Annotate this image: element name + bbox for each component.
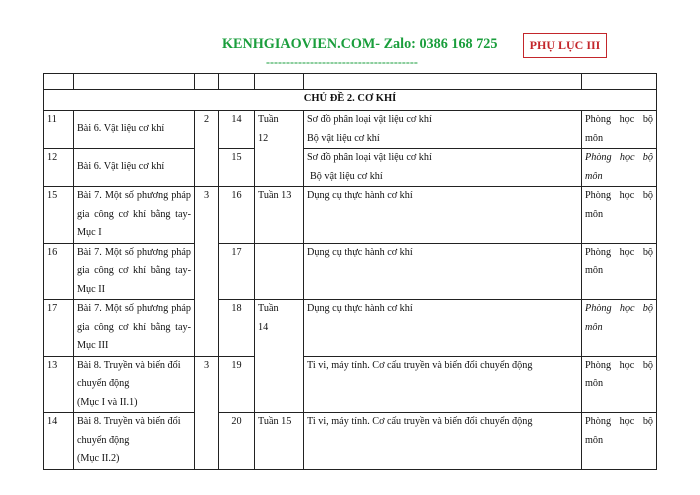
place-cell: Phòng học bộ môn [582,300,657,357]
week-number: 14 [258,321,269,333]
topic-title: CHỦ ĐỀ 2. CƠ KHÍ [44,90,657,111]
period-number: 19 [219,356,255,413]
lesson-cell: Bài 6. Vật liệu cơ khí [74,111,195,149]
header-title: KENHGIAOVIEN.COM- Zalo: 0386 168 725 [222,36,498,52]
equipment-line: Bộ vật liệu cơ khí [310,170,383,182]
row-number: 15 [44,187,74,244]
blank-header-row [44,74,657,90]
table-row [44,149,657,187]
table-row [44,111,657,149]
appendix-badge: PHỤ LỤC III [523,33,607,58]
place-cell: Phòng học bộ môn [582,413,657,470]
equipment-cell [304,149,582,187]
table-row [44,187,657,244]
period-number: 18 [219,300,255,357]
week-cell: Tuần 15 [255,413,304,470]
equipment-cell: Ti vi, máy tính. Cơ cấu truyền và biến đổi chuyển động [304,356,582,413]
week-number: 12 [258,132,269,144]
period-count: 3 [195,187,219,357]
equipment-line: Sơ đồ phân loại vật liệu cơ khí [307,152,432,163]
equipment-cell: Dụng cụ thực hành cơ khí [304,243,582,300]
equipment-line: Sơ đồ phân loại vật liệu cơ khí [307,114,432,125]
equipment-cell: Ti vi, máy tính. Cơ cấu truyền và biến đổi chuyển động [304,413,582,470]
period-number: 14 [219,111,255,149]
lesson-cell: Bài 7. Một số phương pháp gia công cơ khí bằng tay- Mục I [74,187,195,244]
lesson-cell [74,356,195,413]
equipment-line: Bộ vật liệu cơ khí [307,132,380,144]
week-cell [255,111,304,187]
table-row [44,413,657,470]
lesson-cell [74,413,195,470]
period-count: 2 [195,111,219,187]
lesson-line: Bài 8. Truyền và biến đổi [77,359,181,371]
table-row [44,356,657,413]
period-number: 16 [219,187,255,244]
lesson-line: chuyển động [77,434,130,446]
equipment-cell [304,111,582,149]
table-row [44,300,657,357]
week-label: Tuần [258,114,279,125]
row-number: 11 [44,111,74,149]
lesson-line: Bài 8. Truyền và biến đổi [77,416,181,427]
period-number: 15 [219,149,255,187]
header-underline: -------------------------------------- [266,55,418,69]
period-number: 20 [219,413,255,470]
period-number: 17 [219,243,255,300]
place-cell: Phòng học bộ môn [582,111,657,149]
week-cell [255,300,304,413]
table-row [44,243,657,300]
lesson-line: (Mục II.2) [77,453,120,464]
week-cell [255,243,304,300]
place-cell: Phòng học bộ môn [582,149,657,187]
topic-row [44,90,657,111]
lesson-line: chuyển động [77,378,130,389]
equipment-cell: Dụng cụ thực hành cơ khí [304,300,582,357]
period-count: 3 [195,356,219,470]
lesson-line: (Mục I và II.1) [77,396,138,408]
lesson-cell: Bài 7. Một số phương pháp gia công cơ khí bằng tay- Mục III [74,300,195,357]
lesson-cell: Bài 7. Một số phương pháp gia công cơ khí bằng tay- Mục II [74,243,195,300]
equipment-cell: Dụng cụ thực hành cơ khí [304,187,582,244]
week-cell: Tuần 13 [255,187,304,244]
row-number: 16 [44,243,74,300]
place-cell: Phòng học bộ môn [582,356,657,413]
row-number: 14 [44,413,74,470]
place-cell: Phòng học bộ môn [582,187,657,244]
row-number: 13 [44,356,74,413]
row-number: 17 [44,300,74,357]
week-label: Tuần [258,303,279,314]
row-number: 12 [44,149,74,187]
teaching-plan-table [43,73,657,470]
place-cell: Phòng học bộ môn [582,243,657,300]
lesson-cell: Bài 6. Vật liệu cơ khí [74,149,195,187]
